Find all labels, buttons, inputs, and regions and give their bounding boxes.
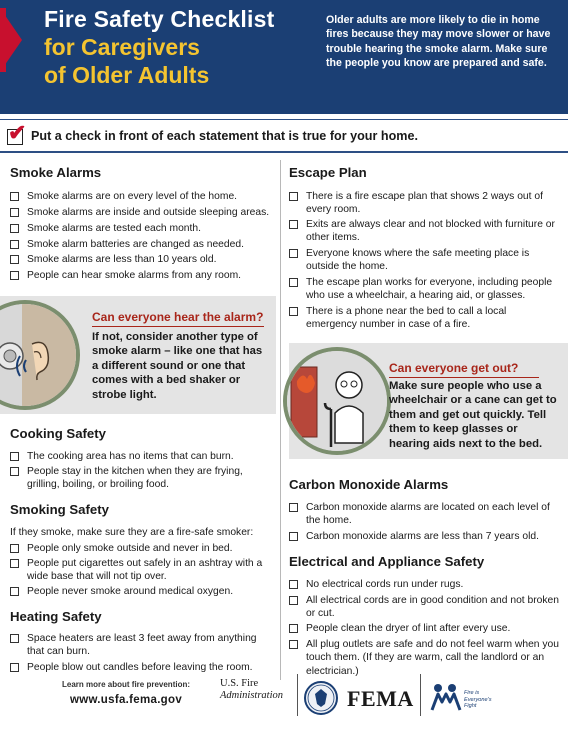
- checkbox[interactable]: [10, 192, 19, 201]
- column-divider: [280, 160, 281, 680]
- list-item: The escape plan works for everyone, including people who use a wheelchair, a hearing aid, or glasses.: [289, 276, 559, 303]
- checkbox[interactable]: [289, 503, 298, 512]
- checkbox[interactable]: [10, 587, 19, 596]
- checkbox[interactable]: [10, 208, 19, 217]
- usfa-line1: U.S. Fire: [220, 678, 259, 689]
- checkbox[interactable]: [289, 596, 298, 605]
- list-item: There is a phone near the bed to call a local emergency number in case of a fire.: [289, 305, 559, 332]
- list-item: Smoke alarms are tested each month.: [10, 222, 272, 235]
- checkbox[interactable]: [289, 249, 298, 258]
- list-item: Carbon monoxide alarms are located on each level of the home.: [289, 501, 559, 528]
- callout-body: If not, consider another type of smoke alarm – like one that has a different sound or one that comes with a bed shaker or strobe light.: [92, 331, 263, 401]
- list-item: Smoke alarm batteries are changed as needed.: [10, 238, 272, 251]
- checkbox[interactable]: [10, 559, 19, 568]
- list-item: People stay in the kitchen when they are frying, grilling, boiling, or broiling food.: [10, 465, 276, 492]
- checkbox[interactable]: [289, 580, 298, 589]
- usfa-logo: [220, 678, 283, 702]
- checkbox[interactable]: [10, 663, 19, 672]
- list-item: People clean the dryer of lint after every use.: [289, 622, 559, 635]
- checkmark-icon: ✔: [8, 120, 27, 145]
- list-item: People blow out candles before leaving the room.: [10, 661, 272, 674]
- callout-title: Can everyone get out?: [389, 361, 519, 375]
- dhs-seal-icon: [304, 681, 338, 715]
- list-item: No electrical cords run under rugs.: [289, 578, 559, 591]
- list-item: All plug outlets are safe and do not feel warm when you touch them. (If they are warm, call the landlord or an electrician.): [289, 638, 559, 678]
- list-item: The cooking area has no items that can burn.: [10, 450, 276, 463]
- list-item: Everyone knows where the safe meeting place is outside the home.: [289, 247, 559, 274]
- fema-logo: FEMA: [347, 686, 414, 711]
- page-title: Fire Safety Checklist: [44, 6, 275, 32]
- footer-divider: [420, 674, 421, 716]
- checkbox[interactable]: [289, 640, 298, 649]
- fire-everyones-fight-icon: [428, 680, 462, 714]
- checkbox[interactable]: [10, 467, 19, 476]
- ear-icon: [0, 304, 76, 406]
- usfa-line2: Administration: [220, 690, 284, 701]
- callout-rule: [92, 326, 264, 327]
- partner-logo-text: Fire is Everyone's Fight: [464, 690, 492, 709]
- section-title-cooking: Cooking Safety: [10, 426, 106, 441]
- section-title-escape-plan: Escape Plan: [289, 165, 367, 180]
- list-item: Smoke alarms are on every level of the home.: [10, 190, 272, 203]
- checkbox[interactable]: [289, 307, 298, 316]
- section-title-carbon-monoxide: Carbon Monoxide Alarms: [289, 477, 449, 492]
- list-item: Carbon monoxide alarms are less than 7 years old.: [289, 530, 559, 543]
- section-title-smoke-alarms: Smoke Alarms: [10, 165, 102, 180]
- smoking-intro: If they smoke, make sure they are a fire-safe smoker:: [10, 527, 254, 538]
- instruction-bar: [0, 119, 568, 153]
- header-banner: [0, 0, 568, 114]
- checkbox[interactable]: [289, 278, 298, 287]
- section-title-heating: Heating Safety: [10, 609, 102, 624]
- person-with-cane-icon: [287, 351, 387, 451]
- checkbox[interactable]: [289, 192, 298, 201]
- callout-title: Can everyone hear the alarm?: [92, 310, 264, 324]
- instruction-text: Put a check in front of each statement that is true for your home.: [31, 129, 418, 143]
- list-item: People only smoke outside and never in bed.: [10, 542, 276, 555]
- checkbox[interactable]: [10, 224, 19, 233]
- checkbox[interactable]: [10, 544, 19, 553]
- list-item: Smoke alarms are less than 10 years old.: [10, 253, 272, 266]
- escape-illustration: [283, 347, 391, 455]
- checkbox[interactable]: [10, 240, 19, 249]
- list-item: People can hear smoke alarms from any room.: [10, 269, 272, 282]
- callout-hear-alarm: [0, 296, 276, 414]
- callout-rule: [389, 377, 539, 378]
- red-accent-flag: [0, 8, 22, 72]
- checkbox[interactable]: [10, 452, 19, 461]
- callout-body: Make sure people who use a wheelchair or a cane can get to them and get out quickly. Tell them to keep glasses or hearing aids next to the bed.: [389, 380, 557, 450]
- list-item: Smoke alarms are inside and outside sleeping areas.: [10, 206, 272, 219]
- footer-url-link[interactable]: www.usfa.fema.gov: [70, 694, 183, 706]
- ear-illustration: [0, 300, 80, 410]
- callout-get-out: [289, 343, 568, 459]
- header-note: Older adults are more likely to die in home fires because they may move slower or have trouble hearing the smoke alarm. Make sure the people you know are prepared and safe.: [326, 14, 551, 69]
- checkbox[interactable]: [289, 624, 298, 633]
- footer-divider: [297, 674, 298, 716]
- list-item: Space heaters are least 3 feet away from anything that can burn.: [10, 632, 272, 659]
- checkbox[interactable]: [289, 532, 298, 541]
- list-item: All electrical cords are in good condition and not broken or cut.: [289, 594, 559, 621]
- section-title-smoking: Smoking Safety: [10, 502, 109, 517]
- list-item: Exits are always clear and not blocked with furniture or other items.: [289, 218, 559, 245]
- list-item: People put cigarettes out safely in an ashtray with a wide base that will not tip over.: [10, 557, 276, 584]
- list-item: People never smoke around medical oxygen.: [10, 585, 276, 598]
- page-subtitle-line1: for Caregivers: [44, 34, 200, 60]
- page-subtitle-line2: of Older Adults: [44, 62, 210, 88]
- checkbox[interactable]: [10, 255, 19, 264]
- checkbox[interactable]: [10, 634, 19, 643]
- list-item: There is a fire escape plan that shows 2 ways out of every room.: [289, 190, 559, 217]
- checkbox[interactable]: [289, 220, 298, 229]
- checkbox[interactable]: [10, 271, 19, 280]
- footer-learn-more: Learn more about fire prevention:: [62, 680, 191, 689]
- section-title-electrical: Electrical and Appliance Safety: [289, 554, 485, 569]
